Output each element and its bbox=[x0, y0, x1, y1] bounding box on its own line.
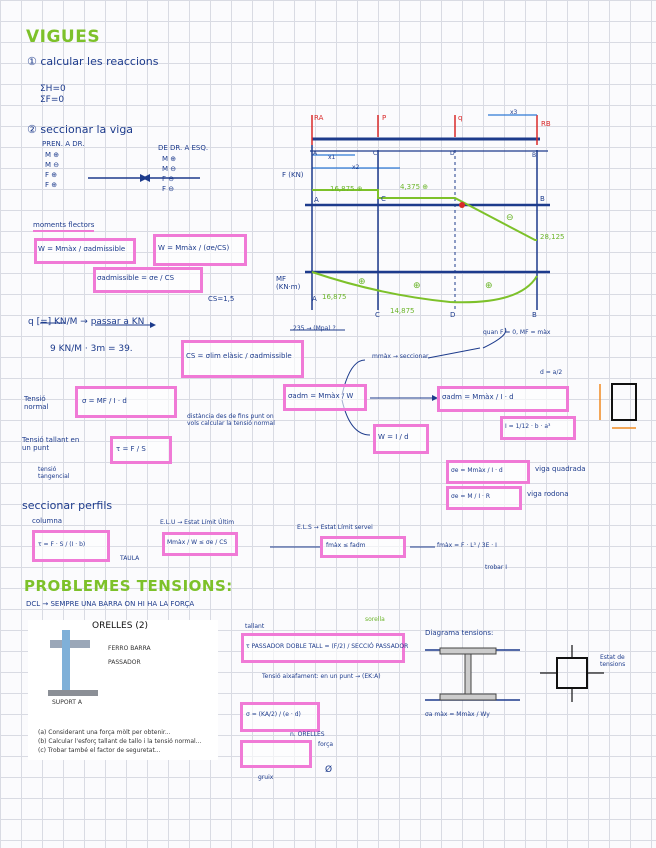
sorella-note: sorella bbox=[365, 616, 385, 623]
x3-label: x3 bbox=[510, 109, 518, 116]
gruix-note: gruix bbox=[258, 774, 274, 781]
x1-label: x1 bbox=[328, 154, 336, 161]
cs-value: CS=1,5 bbox=[208, 295, 235, 303]
d-note: d = a/2 bbox=[540, 369, 563, 376]
mf-axis-label: MF (KN·m) bbox=[276, 275, 301, 291]
top-note: 235 → (Mpa) ? bbox=[293, 325, 336, 332]
cs-formula: CS = σlim elàsic / σadmissible bbox=[186, 352, 292, 360]
elu-note: E.L.U → Estat Límit Últim bbox=[160, 519, 235, 526]
tallant-note: tallant bbox=[245, 623, 265, 630]
moment-sign: ⊕ bbox=[413, 281, 421, 291]
step2-label: ② seccionar la viga bbox=[27, 123, 134, 136]
passador-label: PASSADOR bbox=[108, 659, 141, 666]
pass-formula: τ PASSADOR DOBLE TALL = (F/2) / SECCIÓ PASSADOR bbox=[246, 643, 409, 650]
step1-eq1: ΣH=0 bbox=[40, 84, 66, 94]
forca-note: força bbox=[318, 741, 334, 748]
problems-title: PROBLEMES TENSIONS: bbox=[24, 577, 233, 595]
column-label: columna bbox=[32, 517, 63, 525]
page-title: VIGUES bbox=[26, 27, 101, 47]
moment-value: 16,875 bbox=[322, 293, 347, 301]
sadm-formula: σadm = Mmàx / W bbox=[288, 392, 354, 400]
diagram-title: Diagrama tensions: bbox=[425, 629, 494, 637]
els-formula: fmàx ≤ fadm bbox=[326, 542, 366, 549]
step2-left-row: F ⊕ bbox=[45, 181, 58, 189]
point-b-bot: B bbox=[532, 311, 537, 319]
els-right: fmàx = F · L³ / 3E · I bbox=[437, 542, 497, 549]
sadm2-formula: σadm = Mmàx / I · d bbox=[442, 393, 514, 401]
elu-formula: Mmàx / W ≤ σe / CS bbox=[167, 539, 228, 546]
step2-left-row: M ⊕ bbox=[45, 151, 60, 159]
s-sq-formula: σe = Mmàx / I · d bbox=[451, 467, 503, 474]
photo-line: (b) Calcular l'esforç tallant de tallo i la tensió normal... bbox=[38, 738, 202, 745]
shear-value: 4,375 ⊕ bbox=[400, 183, 429, 191]
step2-right-row: M ⊖ bbox=[162, 165, 177, 173]
w-formula: W = Mmàx / σadmissible bbox=[38, 245, 126, 253]
unit-note: q [=] KN/M → passar a KN bbox=[28, 317, 145, 327]
w2-formula: W = I / d bbox=[378, 433, 409, 441]
estat-note: Estat de tensions bbox=[600, 654, 626, 668]
orelles-label: ORELLES (2) bbox=[92, 621, 149, 631]
phi-symbol: Ø bbox=[325, 765, 333, 775]
shear-value: 16,875 ⊕ bbox=[330, 185, 363, 193]
perfils-label: seccionar perfils bbox=[22, 499, 113, 512]
point-a-top: A bbox=[313, 150, 318, 157]
load-ra: RA bbox=[314, 114, 324, 122]
point-a-bot: A bbox=[312, 295, 317, 303]
normal-label: Tensió normal bbox=[24, 395, 49, 411]
step2-right-row: M ⊕ bbox=[162, 155, 177, 163]
step2-right-row: F ⊖ bbox=[162, 175, 175, 183]
point-c-top: C bbox=[373, 150, 378, 157]
step1-label: ① calcular les reaccions bbox=[27, 55, 159, 68]
point-c-mid: C bbox=[381, 195, 386, 203]
smax-formula: σa màx = Mmàx / Wy bbox=[425, 711, 490, 718]
step2-left-head: PREN. A DR. bbox=[42, 140, 85, 148]
suport-label: SUPORT A bbox=[52, 699, 82, 706]
step2-left-row: F ⊕ bbox=[45, 171, 58, 179]
step1-eq2: ΣF=0 bbox=[40, 95, 65, 105]
shear-sign: ⊖ bbox=[506, 213, 514, 223]
point-d-bot: D bbox=[450, 311, 456, 319]
orelles-note: n. ORELLES bbox=[290, 731, 325, 738]
sq-note: viga quadrada bbox=[535, 465, 586, 473]
photo-line: (c) Trobar també el factor de seguretat... bbox=[38, 747, 161, 754]
els-note: E.L.S → Estat Límit servei bbox=[297, 524, 373, 531]
unit-calc: 9 KN/M · 3m = 39. bbox=[50, 344, 133, 354]
col-formula: τ = F · S / (I · b) bbox=[38, 541, 86, 548]
forca-box bbox=[240, 740, 312, 768]
normal-formula: σ = MF / I · d bbox=[82, 397, 127, 405]
step2-left-row: M ⊖ bbox=[45, 161, 60, 169]
load-q: q bbox=[458, 114, 463, 122]
moment-sign: ⊕ bbox=[358, 277, 366, 287]
moment-sign: ⊕ bbox=[485, 281, 493, 291]
i-note: I = 1/12 · b · a³ bbox=[505, 423, 551, 430]
tall-label: Tensió tallant en un punt bbox=[22, 436, 80, 452]
f-axis-label: F (KN) bbox=[282, 171, 304, 179]
moments-label: moments flectors bbox=[33, 222, 94, 232]
problem-figure bbox=[28, 620, 218, 760]
sigma-adm: σadmissible = σe / CS bbox=[97, 274, 175, 282]
load-rb: RB bbox=[541, 120, 551, 128]
taula-note: TAULA bbox=[120, 555, 140, 562]
x2-label: x2 bbox=[352, 164, 360, 171]
step2-right-row: F ⊖ bbox=[162, 185, 175, 193]
step2-right-head: DE DR. A ESQ. bbox=[158, 144, 209, 152]
dcl-note: DCL → SEMPRE UNA BARRA ON HI HA LA FORÇA bbox=[26, 600, 195, 608]
rd-note: viga rodona bbox=[527, 490, 569, 498]
ultim-note: quan F = 0, MF = màx bbox=[483, 329, 551, 336]
section-rect bbox=[612, 384, 636, 420]
mmax-note: mmàx → seccionar bbox=[372, 353, 429, 360]
point-b-mid: B bbox=[540, 195, 545, 203]
tensio-formula: σ = (KA/2) / (e · d) bbox=[246, 711, 301, 718]
ferro-label: FERRO BARRA bbox=[108, 645, 151, 652]
normal-note: distància des de fins punt on vols calcular la tensió normal bbox=[187, 413, 275, 427]
stress-element bbox=[557, 658, 587, 688]
photo-line: (a) Considerant una força mòlt per obtenir... bbox=[38, 729, 171, 736]
shear-value: 28,125 bbox=[540, 233, 565, 241]
tall-sub: tensió tangencial bbox=[38, 466, 70, 480]
tall-formula: τ = F / S bbox=[116, 445, 146, 453]
s-rd-formula: σe = M / I · R bbox=[451, 493, 491, 500]
tensio-label: Tensió aixafament: en un punt → (EK:A) bbox=[262, 673, 381, 680]
w-formula2: W = Mmàx / (σe/CS) bbox=[158, 244, 230, 252]
point-a-mid: A bbox=[314, 196, 319, 204]
load-p: P bbox=[382, 114, 387, 122]
trobar-note: trobar I bbox=[485, 564, 507, 571]
point-c-bot: C bbox=[375, 311, 380, 319]
point-d-top: D bbox=[450, 150, 455, 157]
moment-value: 14,875 bbox=[390, 307, 415, 315]
point-b-top: B bbox=[532, 152, 537, 159]
